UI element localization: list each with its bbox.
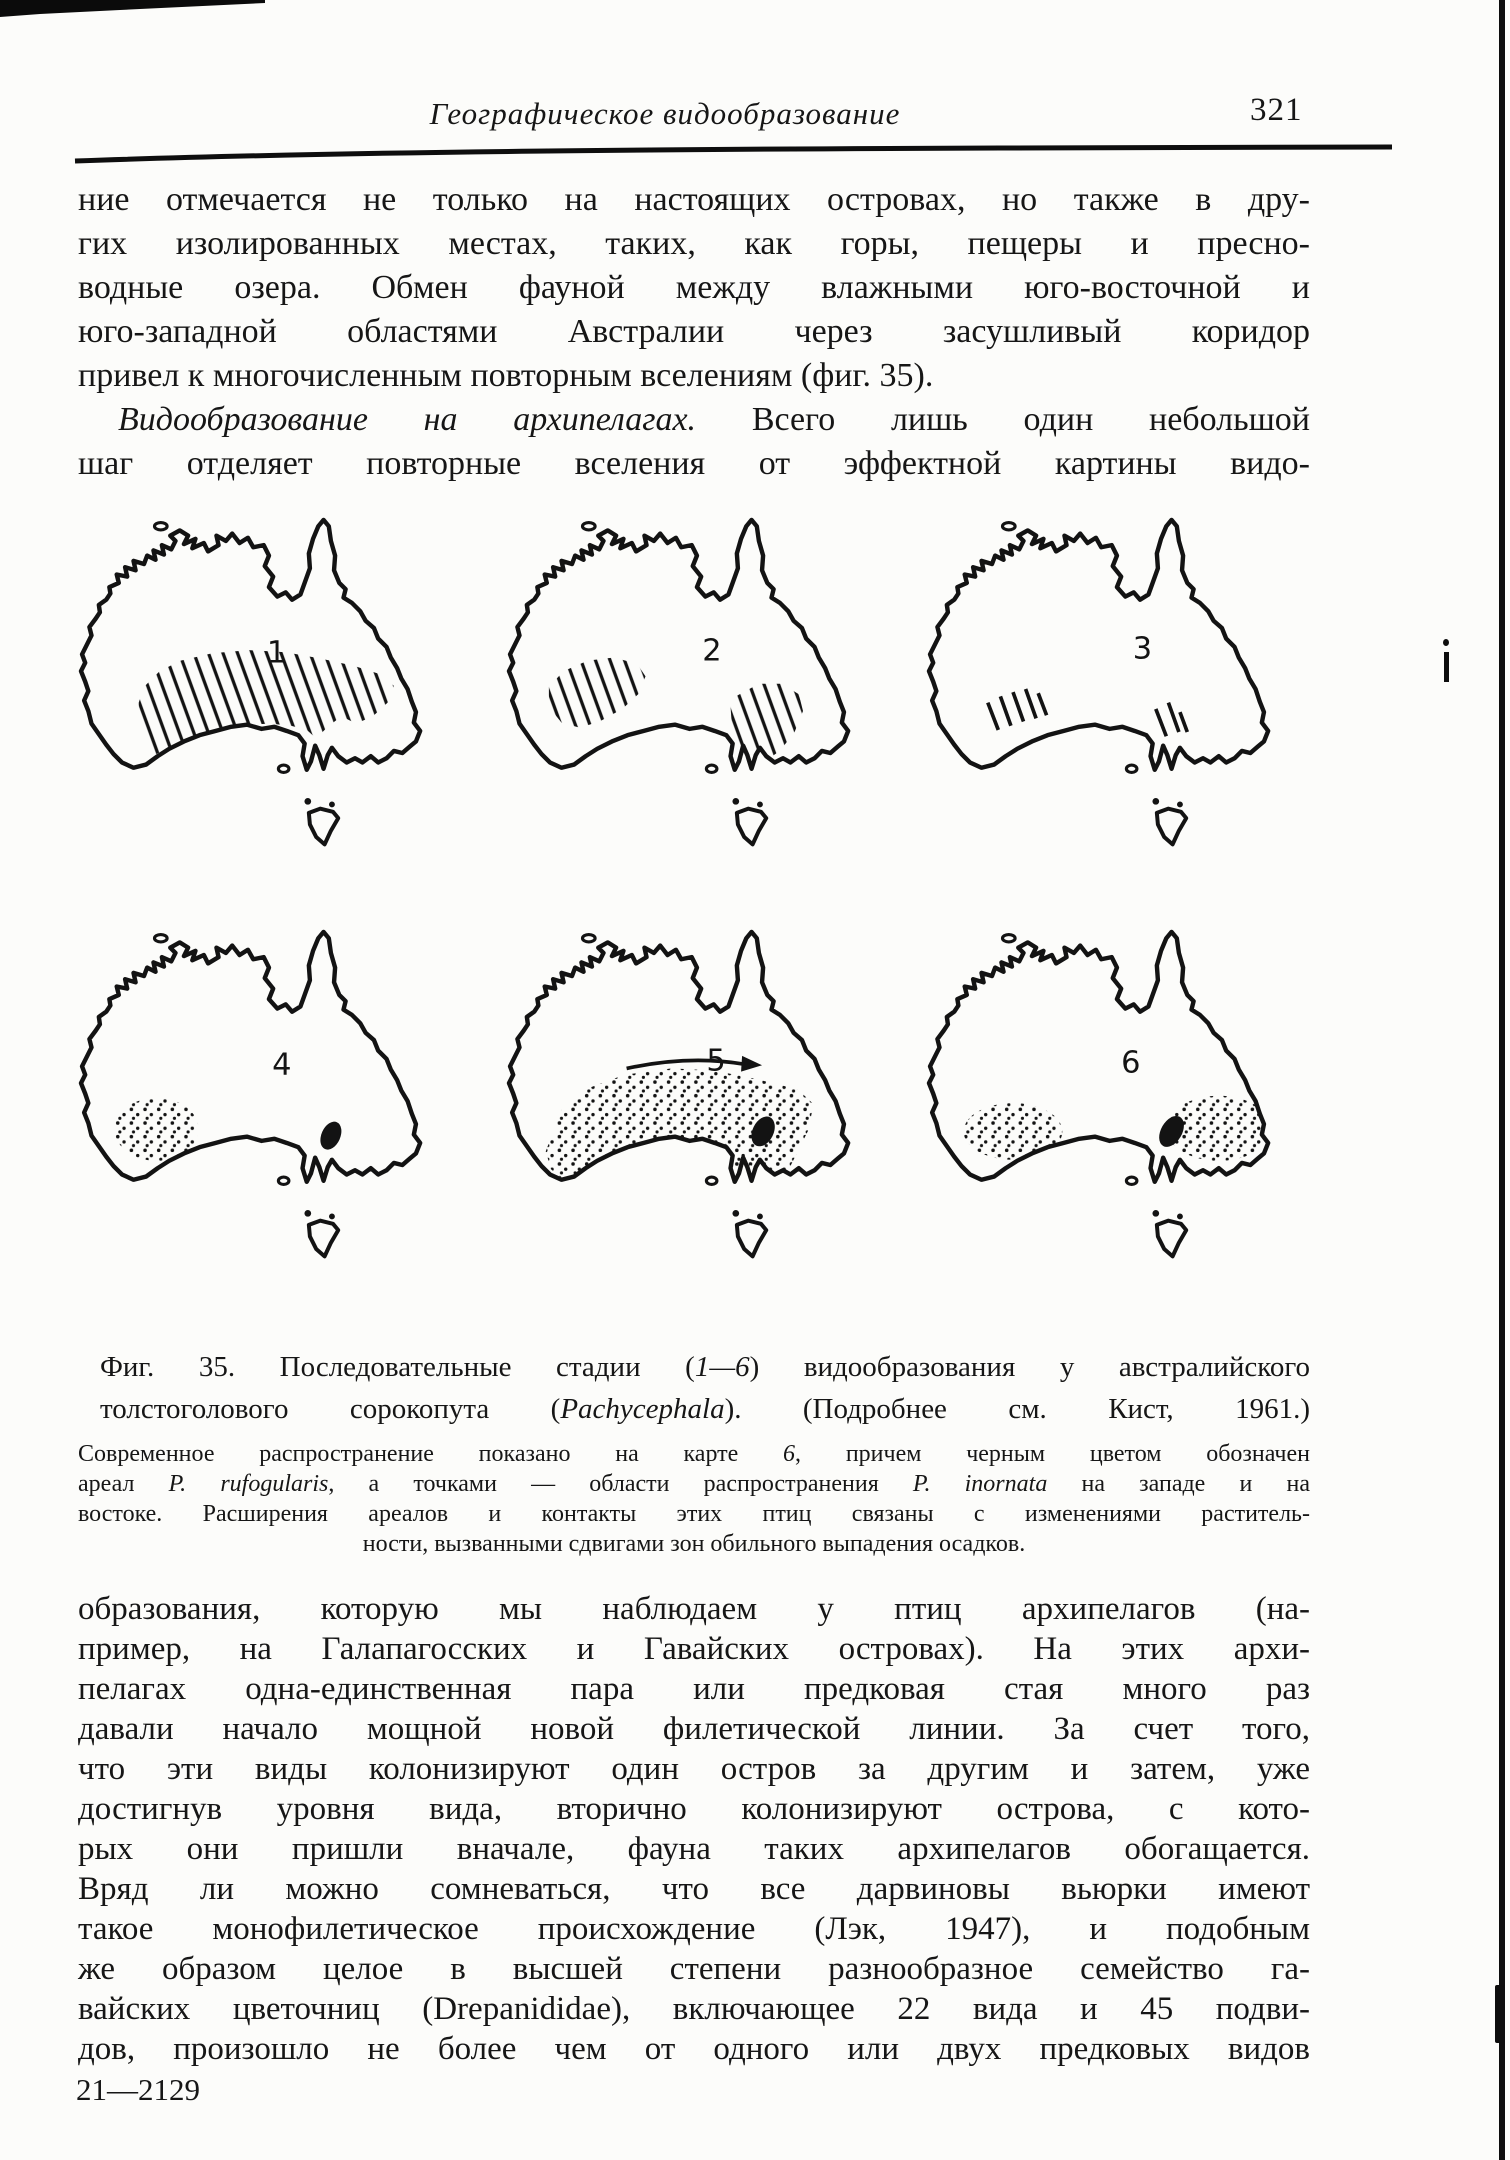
print-signature: 21—2129 xyxy=(76,2072,200,2107)
stippled-ranges-east-west xyxy=(964,1096,1272,1161)
black-core-range xyxy=(316,1118,345,1153)
australia-map-3 xyxy=(908,503,1328,855)
subcaption-species-italic: P. rufogularis xyxy=(168,1471,329,1497)
subcaption-text: Современное распространение показано на карте xyxy=(78,1441,784,1467)
figure-subcaption-line xyxy=(78,1472,1310,1497)
scan-speck-tick xyxy=(1444,652,1449,682)
figure-subcaption-line: востоке. Расширения ареалов и контакты этих птиц связаны с изменениями раститель- xyxy=(78,1501,1310,1527)
italic-lead: Видообразование на архипелагах. xyxy=(118,401,697,438)
subcaption-text: на западе и на xyxy=(1047,1471,1311,1497)
caption-species-italic: Pachycephala xyxy=(560,1393,725,1425)
text-line: такое монофилетическое происхождение (Лэк, 1947), и подобным xyxy=(78,1911,1310,1947)
text-line xyxy=(78,402,1310,438)
hatched-ranges-relict xyxy=(988,689,1188,736)
caption-text: Фиг. 35. Последовательные стадии ( xyxy=(100,1351,695,1383)
scan-speck-dot xyxy=(1443,639,1449,646)
subcaption-text: ареал xyxy=(78,1471,169,1497)
australia-map-5 xyxy=(488,915,908,1267)
text-line: водные озера. Обмен фауной между влажными юго-восточной и xyxy=(78,269,1310,306)
figure-caption-line xyxy=(100,1394,1310,1424)
scan-edge-line xyxy=(1499,0,1505,2160)
australia-map-4 xyxy=(60,915,480,1267)
australia-map-1 xyxy=(60,503,480,855)
text-line: вайских цветочниц (Drepanididae), включающее 22 вида и 45 подви- xyxy=(78,1991,1310,2027)
text-line: привел к многочисленным повторным вселениям (фиг. 35). xyxy=(78,357,934,394)
caption-range-italic: 1—6 xyxy=(694,1351,750,1383)
map-number: 3 xyxy=(1132,631,1153,667)
australia-coastline xyxy=(929,932,1268,1256)
header-rule xyxy=(0,138,1510,168)
subcaption-species-italic: P. inornata xyxy=(912,1471,1048,1497)
text-line: юго-западной областями Австралии через засушливый коридор xyxy=(78,313,1310,350)
map-number: 1 xyxy=(266,635,287,671)
text-line: Вряд ли можно сомневаться, что все дарвиновы вьюрки имеют xyxy=(78,1871,1310,1907)
hatched-ranges-split xyxy=(549,657,803,762)
map-number: 4 xyxy=(272,1047,292,1083)
scan-edge-blob xyxy=(1495,1985,1504,2043)
figure-subcaption-line xyxy=(78,1442,1310,1467)
running-header-title: Географическое видообразование xyxy=(429,96,901,131)
australia-coastline xyxy=(929,520,1268,844)
figure-subcaption-line: ности, вызванными сдвигами зон обильного выпадения осадков. xyxy=(362,1531,1026,1557)
text-line: рых они пришли вначале, фауна таких архипелагов обогащается. xyxy=(78,1831,1310,1867)
caption-text: ) видообразования у австралийского xyxy=(749,1351,1310,1383)
page-number: 321 xyxy=(1250,92,1303,128)
text-line: достигнув уровня вида, вторично колонизируют острова, с кото- xyxy=(78,1791,1310,1827)
map-number: 5 xyxy=(706,1043,726,1079)
australia-map-6 xyxy=(908,915,1328,1267)
text-line: что эти виды колонизируют один остров за другим и затем, уже xyxy=(78,1751,1310,1787)
stippled-range-west xyxy=(115,1098,199,1161)
text-line: пример, на Галапагосских и Гавайских островах). На этих архи- xyxy=(78,1631,1310,1667)
caption-text: толстоголового сорокопута ( xyxy=(100,1393,561,1425)
map-number: 2 xyxy=(702,633,722,669)
text-line: шаг отделяет повторные вселения от эффектной картины видо- xyxy=(78,445,1310,482)
scan-corner-artifact xyxy=(0,0,300,22)
figure-caption-line xyxy=(100,1352,1310,1382)
text-run: Всего лишь один небольшой xyxy=(696,401,1311,438)
text-line: гих изолированных местах, таких, как горы, пещеры и пресно- xyxy=(78,225,1310,262)
text-line: пелагах одна-единственная пара или предковая стая много раз xyxy=(78,1671,1310,1707)
australia-coastline xyxy=(81,932,420,1256)
map-number: 6 xyxy=(1121,1045,1141,1081)
text-line: же образом целое в высшей степени разнообразное семейство га- xyxy=(78,1951,1310,1987)
text-line: давали начало мощной новой филетической линии. За счет того, xyxy=(78,1711,1310,1747)
caption-text: ). (Подробнее см. Кист, 1961.) xyxy=(724,1393,1310,1425)
australia-map-2 xyxy=(488,503,908,855)
text-line: ние отмечается не только на настоящих островах, но также в дру- xyxy=(78,181,1310,218)
text-line: образования, которую мы наблюдаем у птиц архипелагов (на- xyxy=(78,1591,1310,1627)
subcaption-text: , причем черным цветом обозначен xyxy=(795,1441,1311,1467)
subcaption-italic: 6 xyxy=(783,1441,796,1467)
eastward-expansion-arrow xyxy=(627,1056,762,1072)
text-line: дов, произошло не более чем от одного или двух предковых видов xyxy=(78,2031,1310,2067)
subcaption-text: , а точками — области распространения xyxy=(328,1471,913,1497)
